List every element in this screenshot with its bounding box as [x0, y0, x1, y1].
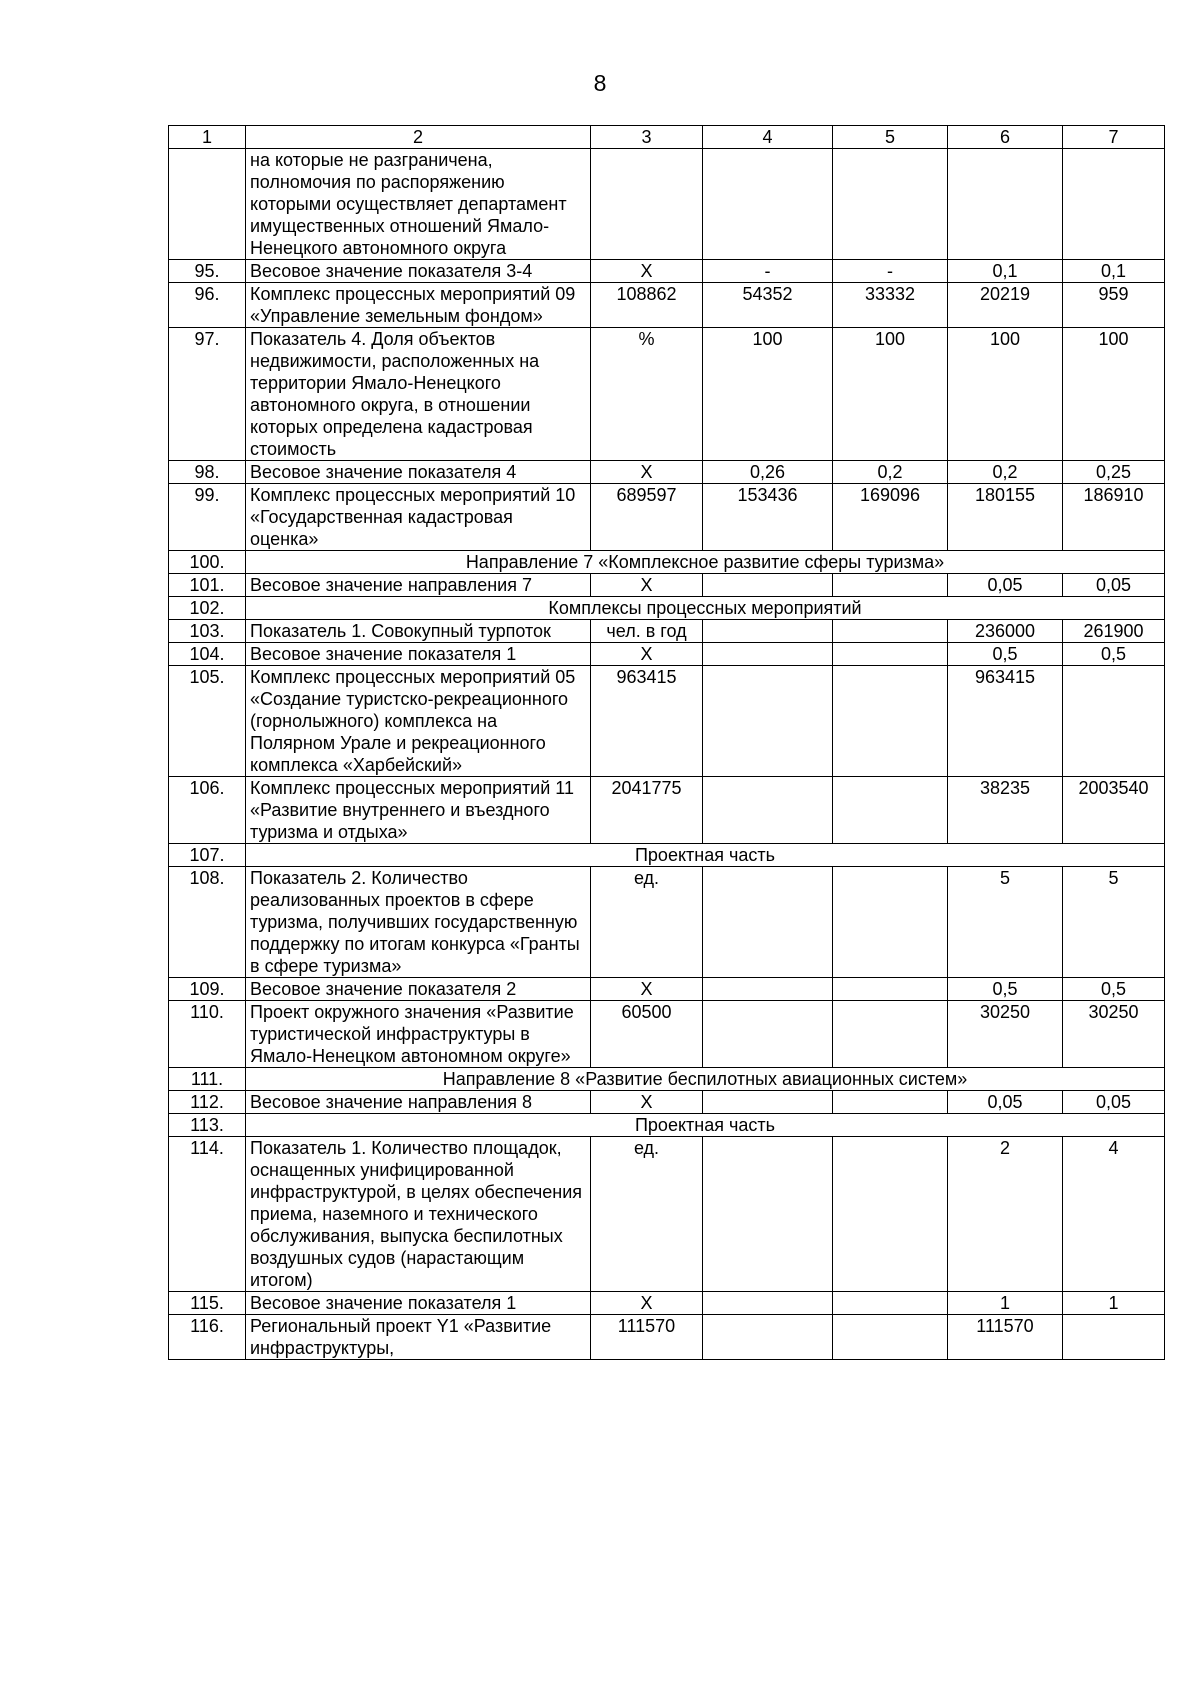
year-4-cell: 0,05: [1063, 574, 1165, 597]
year-3-cell: 0,5: [948, 643, 1063, 666]
year-2-cell: [833, 1292, 948, 1315]
row-number-cell: 103.: [169, 620, 246, 643]
year-1-cell: 100: [703, 328, 833, 461]
year-2-cell: [833, 574, 948, 597]
description-cell: Показатель 1. Совокупный турпоток: [246, 620, 591, 643]
description-cell: Весовое значение показателя 2: [246, 978, 591, 1001]
year-3-cell: 0,1: [948, 260, 1063, 283]
unit-or-total-cell: [591, 149, 703, 260]
description-cell: Проект окружного значения «Развитие туристической инфраструктуры в Ямало-Ненецком автономном округе»: [246, 1001, 591, 1068]
section-title-cell: Комплексы процессных мероприятий: [246, 597, 1165, 620]
description-cell: Весовое значение показателя 1: [246, 1292, 591, 1315]
year-2-cell: [833, 978, 948, 1001]
row-number-cell: 115.: [169, 1292, 246, 1315]
description-cell: Показатель 1. Количество площадок, оснащенных унифицированной инфраструктурой, в целях обеспечения приема, наземного и технического обслуживания, выпуска беспилотных воздушных судов (нарастающим итогом): [246, 1137, 591, 1292]
section-title-cell: Проектная часть: [246, 844, 1165, 867]
row-number-cell: [169, 149, 246, 260]
table-row: [169, 666, 1165, 777]
year-2-cell: [833, 1137, 948, 1292]
row-number-cell: 101.: [169, 574, 246, 597]
year-1-cell: -: [703, 260, 833, 283]
year-1-cell: 54352: [703, 283, 833, 328]
indicators-table: [168, 125, 1165, 1360]
row-number-cell: 106.: [169, 777, 246, 844]
row-number-cell: 105.: [169, 666, 246, 777]
unit-or-total-cell: ед.: [591, 867, 703, 978]
unit-or-total-cell: чел. в год: [591, 620, 703, 643]
page-number: 8: [593, 70, 607, 96]
year-3-cell: 0,05: [948, 1091, 1063, 1114]
year-3-cell: 111570: [948, 1315, 1063, 1360]
year-1-cell: [703, 1001, 833, 1068]
year-4-cell: [1063, 1315, 1165, 1360]
row-number-cell: 97.: [169, 328, 246, 461]
year-3-cell: [948, 149, 1063, 260]
row-number-cell: 95.: [169, 260, 246, 283]
description-cell: Весовое значение показателя 4: [246, 461, 591, 484]
year-1-cell: [703, 1315, 833, 1360]
row-number-cell: 112.: [169, 1091, 246, 1114]
description-cell: Весовое значение направления 8: [246, 1091, 591, 1114]
year-1-cell: [703, 1137, 833, 1292]
year-2-cell: 169096: [833, 484, 948, 551]
year-4-cell: 2003540: [1063, 777, 1165, 844]
year-4-cell: [1063, 149, 1165, 260]
table-row: [169, 1315, 1165, 1360]
year-3-cell: 0,5: [948, 978, 1063, 1001]
header-cell: 6: [948, 126, 1063, 149]
year-4-cell: [1063, 666, 1165, 777]
year-4-cell: 1: [1063, 1292, 1165, 1315]
table-row: [169, 574, 1165, 597]
row-number-cell: 100.: [169, 551, 246, 574]
year-1-cell: [703, 620, 833, 643]
header-cell: 5: [833, 126, 948, 149]
table-row: [169, 620, 1165, 643]
row-number-cell: 98.: [169, 461, 246, 484]
row-number-cell: 111.: [169, 1068, 246, 1091]
unit-or-total-cell: %: [591, 328, 703, 461]
row-number-cell: 96.: [169, 283, 246, 328]
year-1-cell: 0,26: [703, 461, 833, 484]
description-cell: Показатель 2. Количество реализованных проектов в сфере туризма, получивших государственную поддержку по итогам конкурса «Гранты в сфере туризма»: [246, 867, 591, 978]
year-2-cell: [833, 666, 948, 777]
header-cell: 3: [591, 126, 703, 149]
year-1-cell: [703, 867, 833, 978]
row-number-cell: 108.: [169, 867, 246, 978]
section-row: [169, 551, 1165, 574]
unit-or-total-cell: 689597: [591, 484, 703, 551]
row-number-cell: 110.: [169, 1001, 246, 1068]
description-cell: Комплекс процессных мероприятий 10 «Государственная кадастровая оценка»: [246, 484, 591, 551]
year-2-cell: -: [833, 260, 948, 283]
unit-or-total-cell: 108862: [591, 283, 703, 328]
year-4-cell: 5: [1063, 867, 1165, 978]
year-2-cell: [833, 1091, 948, 1114]
year-3-cell: 100: [948, 328, 1063, 461]
table-row: [169, 978, 1165, 1001]
unit-or-total-cell: Х: [591, 643, 703, 666]
year-3-cell: 5: [948, 867, 1063, 978]
year-3-cell: 0,2: [948, 461, 1063, 484]
year-1-cell: [703, 574, 833, 597]
row-number-cell: 116.: [169, 1315, 246, 1360]
year-2-cell: [833, 149, 948, 260]
year-4-cell: 0,5: [1063, 643, 1165, 666]
year-4-cell: 0,5: [1063, 978, 1165, 1001]
header-cell: 1: [169, 126, 246, 149]
year-1-cell: [703, 978, 833, 1001]
table-row: [169, 1137, 1165, 1292]
description-cell: Показатель 4. Доля объектов недвижимости, расположенных на территории Ямало-Ненецкого автономного округа, в отношении которых определена кадастровая стоимость: [246, 328, 591, 461]
year-1-cell: [703, 1091, 833, 1114]
table-row: [169, 328, 1165, 461]
header-row: [169, 126, 1165, 149]
year-3-cell: 38235: [948, 777, 1063, 844]
year-2-cell: 33332: [833, 283, 948, 328]
year-4-cell: 186910: [1063, 484, 1165, 551]
unit-or-total-cell: Х: [591, 1091, 703, 1114]
description-cell: Весовое значение показателя 1: [246, 643, 591, 666]
year-3-cell: 180155: [948, 484, 1063, 551]
section-title-cell: Направление 7 «Комплексное развитие сферы туризма»: [246, 551, 1165, 574]
year-4-cell: 0,05: [1063, 1091, 1165, 1114]
unit-or-total-cell: ед.: [591, 1137, 703, 1292]
row-number-cell: 104.: [169, 643, 246, 666]
year-1-cell: [703, 666, 833, 777]
unit-or-total-cell: Х: [591, 260, 703, 283]
year-1-cell: [703, 777, 833, 844]
table-row: [169, 777, 1165, 844]
year-3-cell: 2: [948, 1137, 1063, 1292]
table-row: [169, 283, 1165, 328]
year-2-cell: 100: [833, 328, 948, 461]
year-4-cell: 30250: [1063, 1001, 1165, 1068]
description-cell: Комплекс процессных мероприятий 09 «Управление земельным фондом»: [246, 283, 591, 328]
table-row: [169, 1001, 1165, 1068]
year-3-cell: 30250: [948, 1001, 1063, 1068]
section-title-cell: Направление 8 «Развитие беспилотных авиационных систем»: [246, 1068, 1165, 1091]
year-3-cell: 1: [948, 1292, 1063, 1315]
year-2-cell: [833, 620, 948, 643]
description-cell: Весовое значение направления 7: [246, 574, 591, 597]
description-cell: Региональный проект Y1 «Развитие инфраструктуры,: [246, 1315, 591, 1360]
table-row: [169, 867, 1165, 978]
year-2-cell: [833, 1315, 948, 1360]
section-row: [169, 844, 1165, 867]
unit-or-total-cell: 60500: [591, 1001, 703, 1068]
row-number-cell: 107.: [169, 844, 246, 867]
table-row: [169, 1091, 1165, 1114]
unit-or-total-cell: Х: [591, 1292, 703, 1315]
table-row: [169, 461, 1165, 484]
description-cell: на которые не разграничена, полномочия по распоряжению которыми осуществляет департамент имущественных отношений Ямало-Ненецкого автономного округа: [246, 149, 591, 260]
year-3-cell: 963415: [948, 666, 1063, 777]
year-3-cell: 0,05: [948, 574, 1063, 597]
unit-or-total-cell: 2041775: [591, 777, 703, 844]
year-2-cell: [833, 777, 948, 844]
unit-or-total-cell: Х: [591, 978, 703, 1001]
row-number-cell: 114.: [169, 1137, 246, 1292]
year-4-cell: 4: [1063, 1137, 1165, 1292]
row-number-cell: 113.: [169, 1114, 246, 1137]
unit-or-total-cell: 963415: [591, 666, 703, 777]
table-row: [169, 643, 1165, 666]
year-2-cell: [833, 1001, 948, 1068]
row-number-cell: 102.: [169, 597, 246, 620]
year-1-cell: 153436: [703, 484, 833, 551]
year-1-cell: [703, 1292, 833, 1315]
year-4-cell: 0,25: [1063, 461, 1165, 484]
header-cell: 2: [246, 126, 591, 149]
year-1-cell: [703, 149, 833, 260]
header-cell: 4: [703, 126, 833, 149]
table-row: [169, 149, 1165, 260]
section-row: [169, 1068, 1165, 1091]
year-4-cell: 100: [1063, 328, 1165, 461]
year-1-cell: [703, 643, 833, 666]
year-4-cell: 0,1: [1063, 260, 1165, 283]
year-2-cell: [833, 867, 948, 978]
year-2-cell: [833, 643, 948, 666]
row-number-cell: 99.: [169, 484, 246, 551]
table-row: [169, 260, 1165, 283]
section-row: [169, 597, 1165, 620]
table-row: [169, 1292, 1165, 1315]
unit-or-total-cell: 111570: [591, 1315, 703, 1360]
description-cell: Весовое значение показателя 3-4: [246, 260, 591, 283]
header-cell: 7: [1063, 126, 1165, 149]
description-cell: Комплекс процессных мероприятий 11 «Развитие внутреннего и въездного туризма и отдыха»: [246, 777, 591, 844]
row-number-cell: 109.: [169, 978, 246, 1001]
year-4-cell: 261900: [1063, 620, 1165, 643]
section-row: [169, 1114, 1165, 1137]
year-3-cell: 20219: [948, 283, 1063, 328]
year-4-cell: 959: [1063, 283, 1165, 328]
year-2-cell: 0,2: [833, 461, 948, 484]
section-title-cell: Проектная часть: [246, 1114, 1165, 1137]
table-row: [169, 484, 1165, 551]
year-3-cell: 236000: [948, 620, 1063, 643]
unit-or-total-cell: Х: [591, 574, 703, 597]
unit-or-total-cell: Х: [591, 461, 703, 484]
description-cell: Комплекс процессных мероприятий 05 «Создание туристско-рекреационного (горнолыжного) комплекса на Полярном Урале и рекреационного комплекса «Харбейский»: [246, 666, 591, 777]
